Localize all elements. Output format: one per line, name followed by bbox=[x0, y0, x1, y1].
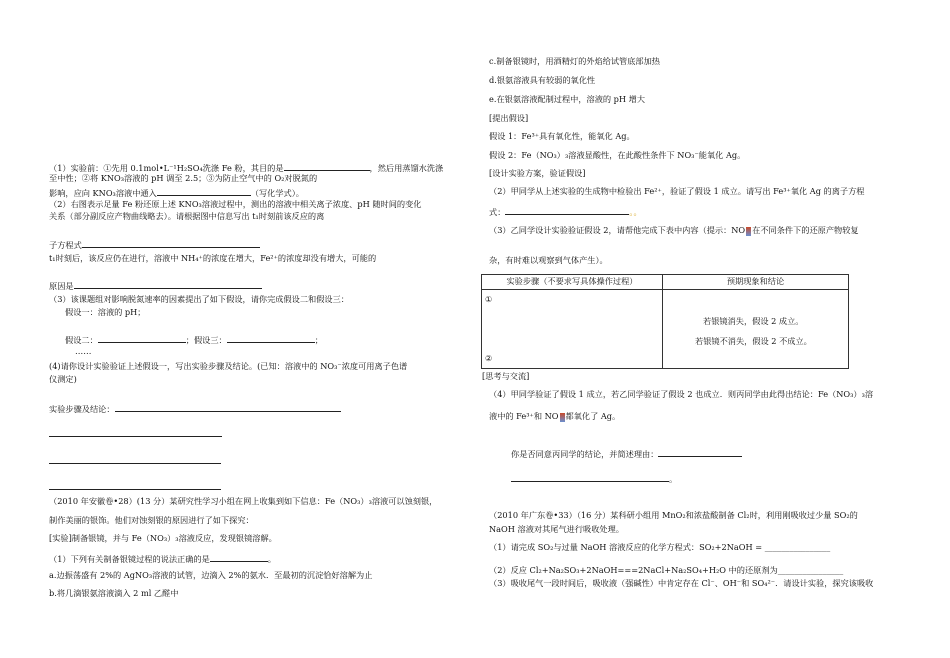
text: 。 bbox=[669, 474, 678, 484]
question-4-line-1: (4)请你设计实验验证上述假设一，写出实验步骤及结论。(已知：溶液中的 NO₃⁻浓度可用离子色谱 bbox=[49, 361, 408, 371]
answer-blank[interactable] bbox=[227, 333, 315, 343]
discussion-question-4-line-1: （4）甲同学验证了假设 1 成立，若乙同学验证了假设 2 也成立．则丙同学由此得出结论：Fe（NO₃）₃溶 bbox=[489, 389, 874, 399]
question-2-line-3 bbox=[49, 238, 260, 250]
section-title-discussion: [思考与交流] bbox=[482, 371, 530, 381]
question-2-line-5 bbox=[49, 279, 262, 291]
hypothesis-1: 假设 1：Fe³⁺具有氧化性，能氧化 Ag。 bbox=[489, 131, 635, 141]
answer-blank[interactable] bbox=[658, 447, 742, 457]
section-title-hypothesis: [提出假设] bbox=[489, 113, 529, 123]
answer-blank[interactable] bbox=[98, 333, 186, 343]
text: 影响，应向 KNO₃溶液中通入 bbox=[49, 188, 157, 198]
question-1-line-3 bbox=[49, 186, 304, 198]
experiment-table bbox=[481, 274, 849, 369]
text: ，然后用蒸馏水洗涤 bbox=[369, 163, 444, 173]
question-1-line-2: 至中性；②将 KNO₃溶液的 pH 调至 2.5；③为防止空气中的 O₂对脱氮的 bbox=[49, 173, 318, 183]
formula-object-icon bbox=[560, 413, 565, 422]
question-3-hypotheses-2-3 bbox=[65, 333, 323, 345]
design-question-3-line-2: 杂，有时难以观察到气体产生）。 bbox=[489, 255, 608, 265]
question-2-line-2: 关系（部分副反应产物曲线略去）。请根据图中信息写出 t₁时刻前该反应的离 bbox=[49, 211, 325, 221]
guangdong-question-1: （1）请完成 SO₂与过量 NaOH 溶液反应的化学方程式：SO₂+2NaOH = ________________ bbox=[489, 542, 831, 552]
table-cell-steps[interactable] bbox=[482, 290, 663, 369]
design-question-2-line-2 bbox=[489, 205, 642, 217]
option-a: a.边振荡盛有 2%的 AgNO₃溶液的试管，边滴入 2%的氨水．至最初的沉淀恰好溶解为止 bbox=[49, 570, 373, 580]
formula-object-icon bbox=[746, 227, 751, 236]
text: （1）实验前：①先用 0.1mol•L⁻¹H₂SO₄洗涤 Fe 粉，其目的是 bbox=[49, 163, 284, 173]
answer-blank[interactable] bbox=[74, 279, 262, 289]
answer-line[interactable] bbox=[49, 489, 221, 490]
text: ；假设三： bbox=[185, 335, 227, 345]
question-2-line-4: t₁时刻后，该反应仍在进行，溶液中 NH₄⁺的浓度在增大，Fe²⁺的浓度却没有增大，可能的 bbox=[49, 253, 377, 263]
anhui-2010-question-1 bbox=[49, 552, 276, 564]
answer-blank[interactable] bbox=[505, 205, 629, 215]
anhui-2010-line-2: 制作美丽的银饰。他们对蚀刻银的原因进行了如下探究： bbox=[49, 515, 254, 525]
design-question-3-line-1 bbox=[489, 225, 859, 236]
text: 你是否同意丙同学的结论，并简述理由： bbox=[511, 449, 659, 459]
question-2-line-1: （2）右图表示足量 Fe 粉还原上述 KNO₃溶液过程中，测出的溶液中相关离子浓度、pH 随时间的变化 bbox=[49, 199, 422, 209]
discussion-question-4-line-2 bbox=[489, 411, 620, 422]
table-header-steps: 实验步骤（不要求写具体操作过程） bbox=[482, 275, 663, 290]
answer-blank[interactable] bbox=[511, 472, 669, 482]
answer-blank[interactable] bbox=[115, 402, 341, 412]
discussion-answer-line bbox=[511, 472, 677, 484]
text: 都氧化了 Ag。 bbox=[565, 411, 621, 421]
text: （1）下列有关制备银镜过程的说法正确的是 bbox=[49, 554, 210, 564]
result-1: 若银镜消失，假设 2 成立。 bbox=[703, 316, 804, 326]
text: 子方程式 bbox=[49, 240, 82, 250]
text: 原因是 bbox=[49, 281, 74, 291]
guangdong-question-3: （3）吸收尾气一段时间后，吸收液（强碱性）中肯定存在 Cl⁻、OH⁻和 SO₄²⁻．请设计实验，探究该吸收 bbox=[489, 578, 874, 588]
answer-line[interactable] bbox=[49, 436, 222, 437]
discussion-question-4-line-3 bbox=[511, 447, 742, 459]
ellipsis: …… bbox=[75, 346, 92, 356]
step-2-marker: ② bbox=[485, 353, 493, 363]
option-d: d.银氨溶液具有较弱的氧化性 bbox=[489, 75, 596, 85]
text: 。。 bbox=[629, 207, 642, 217]
question-1-line-1 bbox=[49, 161, 443, 173]
text: 实验步骤及结论： bbox=[49, 404, 115, 414]
design-question-2-line-1: （2）甲同学从上述实验的生成物中检验出 Fe²⁺，验证了假设 1 成立。请写出 Fe³⁺氧化 Ag 的离子方程 bbox=[489, 186, 865, 196]
text: 液中的 Fe³⁺和 NO bbox=[489, 411, 559, 421]
option-c: c.制备银镜时，用酒精灯的外焰给试管底部加热 bbox=[489, 56, 660, 66]
guangdong-2010-line-2: NaOH 溶液对其尾气进行吸收处理。 bbox=[489, 524, 624, 534]
text: 。 bbox=[267, 554, 276, 564]
answer-blank[interactable] bbox=[210, 552, 268, 562]
question-3-line-1: （3）该课题组对影响脱氮速率的因素提出了如下假设，请你完成假设二和假设三： bbox=[49, 294, 349, 304]
table-header-results: 预期现象和结论 bbox=[663, 275, 849, 290]
anhui-2010-line-1: （2010 年安徽卷•28）(13 分）某研究性学习小组在网上收集到如下信息：Fe（NO₃）₃溶液可以蚀刻银， bbox=[49, 496, 438, 506]
question-4-line-2: 仪测定) bbox=[49, 374, 77, 384]
text: 式： bbox=[489, 207, 506, 217]
hypothesis-2: 假设 2：Fe（NO₃）₃溶液显酸性，在此酸性条件下 NO₃⁻能氧化 Ag。 bbox=[489, 150, 746, 160]
section-title-design: [设计实验方案，验证假设] bbox=[489, 168, 586, 178]
option-e: e.在银氨溶液配制过程中，溶液的 pH 增大 bbox=[489, 94, 646, 104]
text: （写化学式）。 bbox=[250, 188, 304, 198]
anhui-2010-line-3: [实验]制备银镜，并与 Fe（NO₃）₃溶液反应，发现银镜溶解。 bbox=[49, 533, 277, 543]
text: （3）乙同学设计实验验证假设 2，请帮他完成下表中内容（提示：NO bbox=[489, 225, 746, 235]
text: 假设二： bbox=[65, 335, 98, 345]
guangdong-2010-line-1: （2010 年广东卷•33）（16 分）某科研小组用 MnO₂和浓盐酸制备 Cl₂时，利用刚吸收过少量 SO₂的 bbox=[489, 510, 858, 520]
step-1-marker: ① bbox=[485, 294, 493, 304]
question-4-line-3 bbox=[49, 402, 341, 414]
result-2: 若银镜不消失，假设 2 不成立。 bbox=[695, 336, 812, 346]
text: 在不同条件下的还原产物较复 bbox=[752, 225, 859, 235]
question-3-hypothesis-1: 假设一：溶液的 pH； bbox=[65, 307, 146, 317]
table-cell-results bbox=[663, 290, 849, 369]
answer-blank[interactable] bbox=[284, 161, 370, 171]
option-b: b.将几滴银氨溶液滴入 2 ml 乙醛中 bbox=[49, 588, 179, 598]
answer-blank[interactable] bbox=[82, 238, 260, 248]
answer-line[interactable] bbox=[49, 463, 221, 464]
text: ； bbox=[314, 335, 323, 345]
answer-blank[interactable] bbox=[157, 186, 251, 196]
guangdong-question-2: （2）反应 Cl₂+Na₂SO₃+2NaOH===2NaCl+Na₂SO₄+H₂O 中的还原剂为________________ bbox=[489, 565, 844, 575]
